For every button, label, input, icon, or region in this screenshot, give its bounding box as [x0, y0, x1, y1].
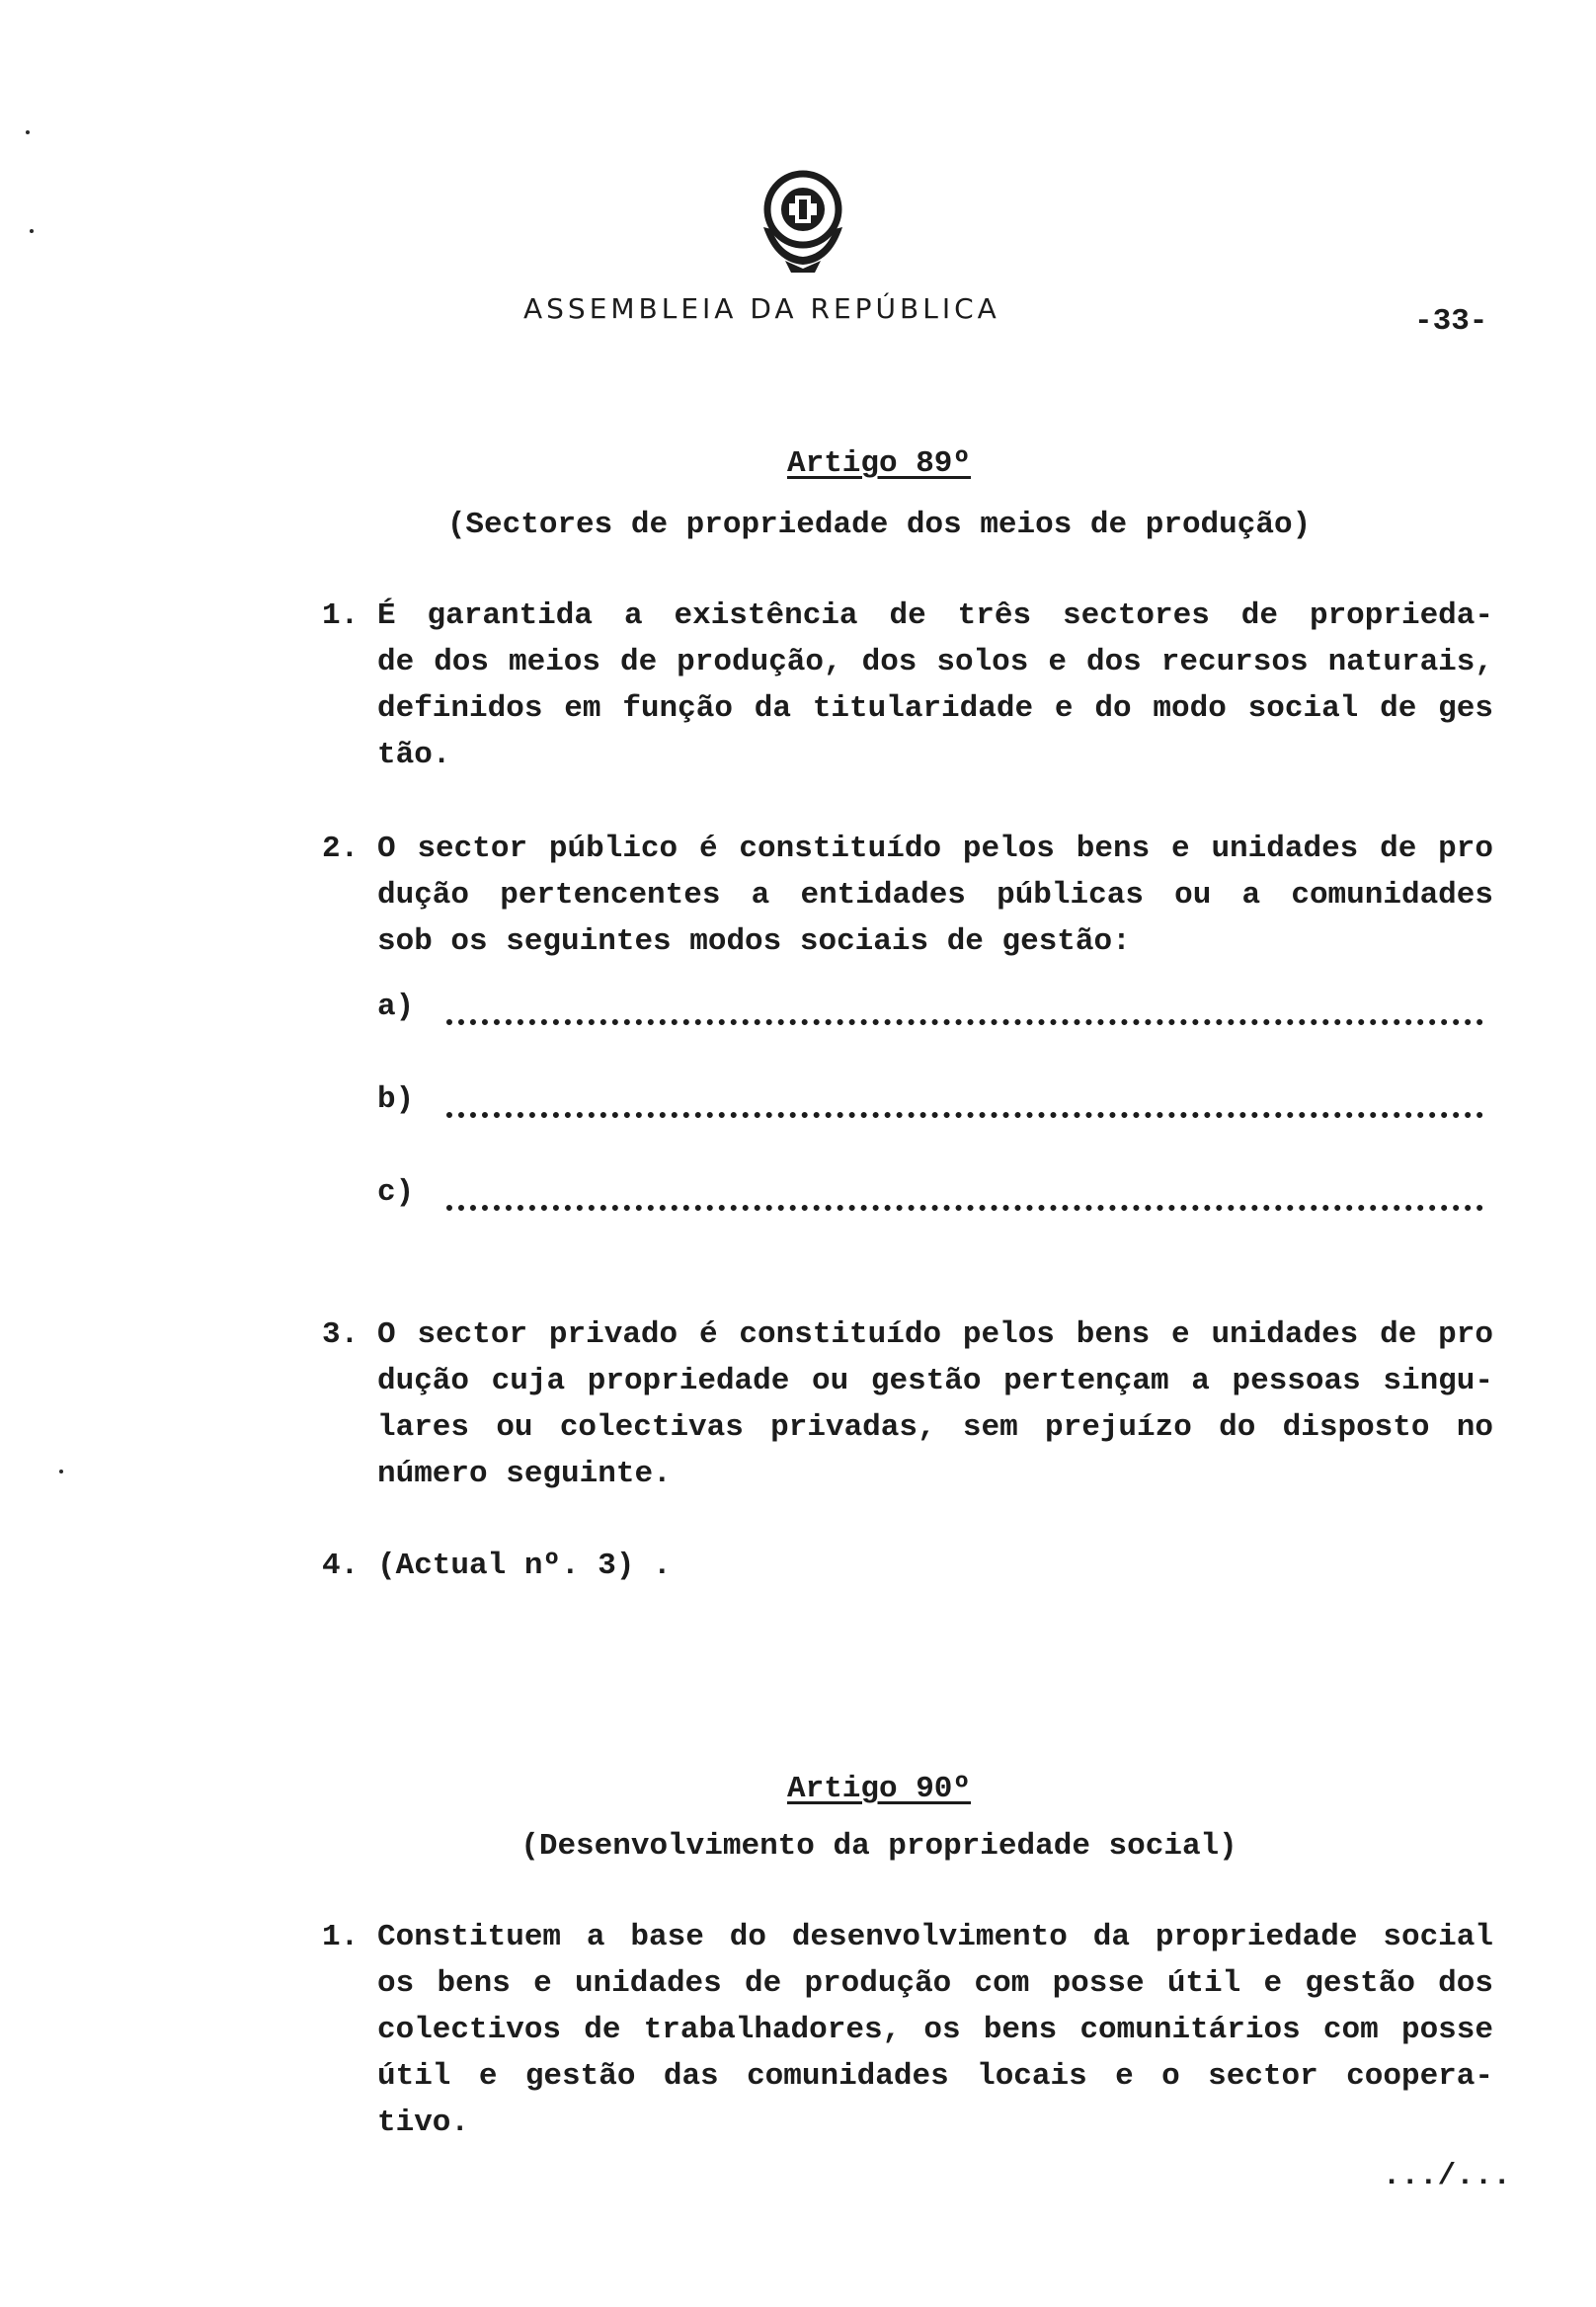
paragraph-line: É garantida a existência de três sectores de proprieda-: [377, 598, 1493, 633]
paragraph-line: sob os seguintes modos sociais de gestão:: [377, 924, 1131, 959]
paragraph-number: 4.: [322, 1549, 359, 1583]
paragraph-line: dução pertencentes a entidades públicas ou a comunidades: [377, 878, 1493, 913]
alinea-c-label: c): [377, 1175, 415, 1210]
paragraph-line: útil e gestão das comunidades locais e o sector coopera-: [377, 2059, 1493, 2094]
article-89-paragraph-1: [377, 593, 1493, 778]
article-89-subtitle: (Sectores de propriedade dos meios de produção): [446, 508, 1312, 542]
institution-name: ASSEMBLEIA DA REPÚBLICA: [523, 292, 1000, 325]
article-89-paragraph-4: (Actual nº. 3) .: [377, 1549, 672, 1583]
paragraph-number: 1.: [322, 1920, 359, 1954]
paragraph-line: os bens e unidades de produção com posse útil e gestão dos: [377, 1966, 1493, 2001]
continuation-marker: .../...: [1382, 2159, 1511, 2193]
page-number: -33-: [1414, 304, 1488, 339]
paragraph-line: número seguinte.: [377, 1457, 672, 1491]
alinea-a-label: a): [377, 990, 415, 1024]
scan-speck: [26, 130, 30, 134]
paragraph-line: tão.: [377, 738, 451, 772]
paragraph-number: 2.: [322, 832, 359, 866]
portuguese-coat-of-arms-icon: [746, 166, 860, 275]
paragraph-line: lares ou colectivas privadas, sem prejuízo do disposto no: [377, 1410, 1493, 1445]
paragraph-line: dução cuja propriedade ou gestão pertençam a pessoas singu-: [377, 1364, 1493, 1398]
paragraph-line: tivo.: [377, 2106, 470, 2140]
paragraph-line: colectivos de trabalhadores, os bens comunitários com posse: [377, 2013, 1493, 2047]
article-90-paragraph-1: [377, 1914, 1493, 2146]
article-89-paragraph-2: [377, 826, 1493, 965]
paragraph-line: Constituem a base do desenvolvimento da propriedade social: [377, 1920, 1493, 1954]
paragraph-line: definidos em função da titularidade e do modo social de ges: [377, 691, 1493, 726]
paragraph-line: O sector privado é constituído pelos bens e unidades de pro: [377, 1317, 1493, 1352]
paragraph-line: de dos meios de produção, dos solos e dos recursos naturais,: [377, 645, 1493, 679]
paragraph-number: 3.: [322, 1317, 359, 1352]
paragraph-number: 1.: [322, 598, 359, 633]
article-90-title: Artigo 90º: [786, 1772, 972, 1806]
scan-speck: [30, 229, 34, 233]
alinea-c-dotted-leader: [446, 1195, 1483, 1211]
article-90-subtitle: (Desenvolvimento da propriedade social): [520, 1829, 1237, 1864]
article-89-paragraph-3: [377, 1312, 1493, 1497]
scan-speck: [59, 1470, 63, 1473]
alinea-a-dotted-leader: [446, 1009, 1483, 1025]
article-89-title: Artigo 89º: [786, 446, 972, 481]
alinea-b-dotted-leader: [446, 1102, 1483, 1118]
alinea-b-label: b): [377, 1082, 415, 1117]
paragraph-line: O sector público é constituído pelos bens e unidades de pro: [377, 832, 1493, 866]
